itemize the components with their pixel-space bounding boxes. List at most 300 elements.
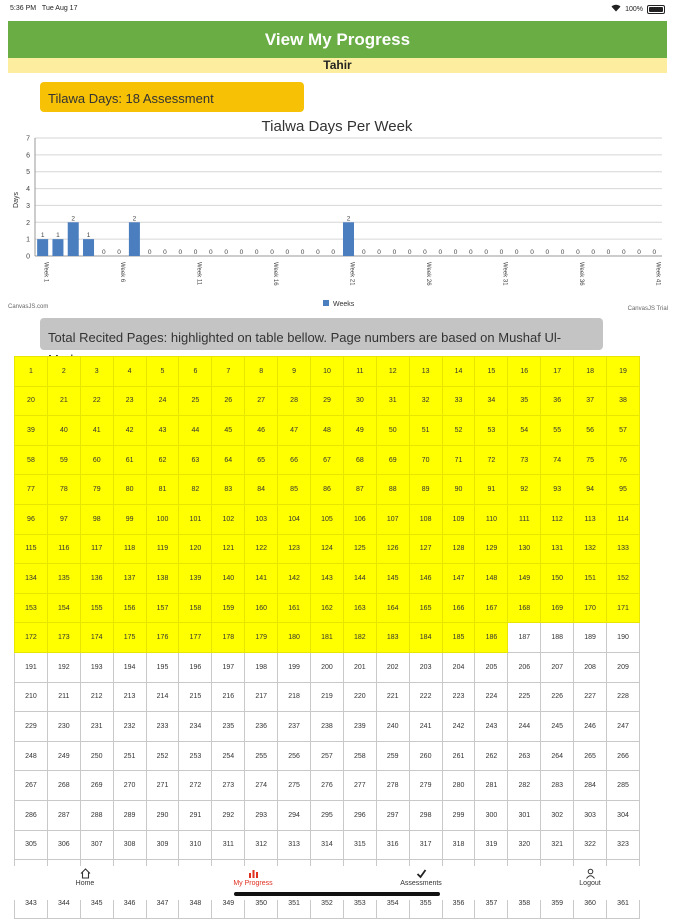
chart-bar bbox=[37, 239, 48, 256]
page-cell: 290 bbox=[146, 800, 179, 830]
status-time: 5:36 PM bbox=[10, 5, 37, 12]
page-cell: 15 bbox=[475, 357, 508, 387]
page-cell: 125 bbox=[343, 534, 376, 564]
page-cell: 92 bbox=[508, 475, 541, 505]
page-cell: 244 bbox=[508, 712, 541, 742]
chart-y-tick-label: 3 bbox=[26, 202, 30, 210]
page-cell: 250 bbox=[80, 741, 113, 771]
chart-y-tick-label: 6 bbox=[26, 152, 30, 160]
checkmark-icon bbox=[381, 868, 461, 880]
page-cell: 61 bbox=[113, 445, 146, 475]
page-cell: 310 bbox=[179, 830, 212, 860]
page-cell: 177 bbox=[179, 623, 212, 653]
chart-data-label: 0 bbox=[285, 249, 290, 256]
page-cell: 258 bbox=[343, 741, 376, 771]
page-cell: 349 bbox=[212, 889, 245, 919]
chart-credit-left: CanvasJS.com bbox=[8, 304, 49, 310]
tab-assessments[interactable] bbox=[381, 868, 461, 887]
page-cell: 11 bbox=[343, 357, 376, 387]
page-cell: 131 bbox=[541, 534, 574, 564]
page-cell: 99 bbox=[113, 504, 146, 534]
page-cell: 230 bbox=[47, 712, 80, 742]
status-time-date bbox=[10, 5, 77, 12]
page-cell: 214 bbox=[146, 682, 179, 712]
page-cell: 27 bbox=[245, 386, 278, 416]
table-row bbox=[15, 741, 640, 771]
page-cell: 215 bbox=[179, 682, 212, 712]
page-cell: 5 bbox=[146, 357, 179, 387]
page-cell: 160 bbox=[245, 593, 278, 623]
page-cell: 102 bbox=[212, 504, 245, 534]
tab-logout-label: Logout bbox=[579, 880, 601, 887]
chart-data-label: 0 bbox=[270, 249, 274, 256]
tilawa-days-chart bbox=[0, 112, 675, 317]
page-cell: 276 bbox=[311, 771, 344, 801]
page-cell: 187 bbox=[508, 623, 541, 653]
page-cell: 83 bbox=[212, 475, 245, 505]
chart-data-label: 0 bbox=[637, 249, 641, 256]
page-cell: 126 bbox=[376, 534, 409, 564]
page-cell: 112 bbox=[541, 504, 574, 534]
page-cell: 42 bbox=[113, 416, 146, 446]
page-cell: 180 bbox=[278, 623, 311, 653]
page-cell: 60 bbox=[80, 445, 113, 475]
page-cell: 35 bbox=[508, 386, 541, 416]
chart-y-tick-label: 2 bbox=[26, 219, 30, 227]
page-cell: 185 bbox=[442, 623, 475, 653]
page-cell: 53 bbox=[475, 416, 508, 446]
page-cell: 292 bbox=[212, 800, 245, 830]
page-cell: 137 bbox=[113, 564, 146, 594]
page-cell: 91 bbox=[475, 475, 508, 505]
page-cell: 312 bbox=[245, 830, 278, 860]
page-cell: 132 bbox=[574, 534, 607, 564]
chart-data-label: 0 bbox=[300, 249, 305, 256]
page-cell: 301 bbox=[508, 800, 541, 830]
page-cell: 280 bbox=[442, 771, 475, 801]
page-cell: 134 bbox=[15, 564, 48, 594]
page-cell: 311 bbox=[212, 830, 245, 860]
page-cell: 86 bbox=[311, 475, 344, 505]
page-cell: 115 bbox=[15, 534, 48, 564]
page-cell: 238 bbox=[311, 712, 344, 742]
page-cell: 254 bbox=[212, 741, 245, 771]
page-cell: 210 bbox=[15, 682, 48, 712]
page-cell: 242 bbox=[442, 712, 475, 742]
chart-data-label: 0 bbox=[514, 249, 519, 256]
page-cell: 296 bbox=[343, 800, 376, 830]
page-cell: 85 bbox=[278, 475, 311, 505]
page-cell: 163 bbox=[343, 593, 376, 623]
page-cell: 58 bbox=[15, 445, 48, 475]
chart-data-label: 0 bbox=[209, 249, 213, 256]
page-cell: 207 bbox=[541, 652, 574, 682]
page-cell: 322 bbox=[574, 830, 607, 860]
table-row bbox=[15, 800, 640, 830]
tab-home-label: Home bbox=[75, 880, 95, 887]
page-cell: 142 bbox=[278, 564, 311, 594]
page-cell: 188 bbox=[541, 623, 574, 653]
page-cell: 72 bbox=[475, 445, 508, 475]
page-cell: 28 bbox=[278, 386, 311, 416]
page-cell: 162 bbox=[311, 593, 344, 623]
chart-x-tick-label: Week 11 bbox=[195, 262, 202, 286]
page-cell: 107 bbox=[376, 504, 409, 534]
page-cell: 181 bbox=[311, 623, 344, 653]
page-cell: 113 bbox=[574, 504, 607, 534]
page-cell: 269 bbox=[80, 771, 113, 801]
chart-y-tick-label: 0 bbox=[26, 253, 30, 261]
page-cell: 38 bbox=[607, 386, 640, 416]
table-row bbox=[15, 445, 640, 475]
page-cell: 297 bbox=[376, 800, 409, 830]
page-cell: 6 bbox=[179, 357, 212, 387]
chart-bar bbox=[129, 222, 140, 256]
tab-my-progress[interactable] bbox=[213, 868, 293, 887]
page-cell: 275 bbox=[278, 771, 311, 801]
status-right bbox=[611, 4, 665, 14]
page-cell: 213 bbox=[113, 682, 146, 712]
page-cell: 315 bbox=[343, 830, 376, 860]
page-cell: 139 bbox=[179, 564, 212, 594]
page-cell: 305 bbox=[15, 830, 48, 860]
page-cell: 224 bbox=[475, 682, 508, 712]
page-cell: 203 bbox=[409, 652, 442, 682]
page-cell: 249 bbox=[47, 741, 80, 771]
page-cell: 141 bbox=[245, 564, 278, 594]
page-cell: 223 bbox=[442, 682, 475, 712]
page-cell: 37 bbox=[574, 386, 607, 416]
page-cell: 106 bbox=[343, 504, 376, 534]
page-cell: 32 bbox=[409, 386, 442, 416]
page-cell: 317 bbox=[409, 830, 442, 860]
page-cell: 273 bbox=[212, 771, 245, 801]
page-cell: 51 bbox=[409, 416, 442, 446]
page-cell: 120 bbox=[179, 534, 212, 564]
page-cell: 70 bbox=[409, 445, 442, 475]
chart-data-label: 0 bbox=[591, 249, 595, 256]
page-cell: 175 bbox=[113, 623, 146, 653]
chart-y-tick-label: 5 bbox=[26, 169, 30, 177]
page-cell: 320 bbox=[508, 830, 541, 860]
page-cell: 124 bbox=[311, 534, 344, 564]
page-cell: 193 bbox=[80, 652, 113, 682]
chart-data-label: 0 bbox=[438, 249, 443, 256]
page-cell: 154 bbox=[47, 593, 80, 623]
chart-y-tick-label: 4 bbox=[26, 186, 30, 194]
page-cell: 19 bbox=[607, 357, 640, 387]
page-cell: 252 bbox=[146, 741, 179, 771]
page-cell: 116 bbox=[47, 534, 80, 564]
page-cell: 279 bbox=[409, 771, 442, 801]
chart-data-label: 0 bbox=[621, 249, 626, 256]
page-cell: 169 bbox=[541, 593, 574, 623]
page-cell: 263 bbox=[508, 741, 541, 771]
page-cell: 348 bbox=[179, 889, 212, 919]
page-cell: 46 bbox=[245, 416, 278, 446]
page-cell: 96 bbox=[15, 504, 48, 534]
page-cell: 166 bbox=[442, 593, 475, 623]
page-cell: 286 bbox=[15, 800, 48, 830]
page-cell: 82 bbox=[179, 475, 212, 505]
page-cell: 260 bbox=[409, 741, 442, 771]
page-cell: 357 bbox=[475, 889, 508, 919]
page-cell: 17 bbox=[541, 357, 574, 387]
chart-data-label: 0 bbox=[576, 249, 580, 256]
page-cell: 226 bbox=[541, 682, 574, 712]
chart-data-label: 2 bbox=[71, 215, 76, 223]
page-cell: 128 bbox=[442, 534, 475, 564]
page-cell: 101 bbox=[179, 504, 212, 534]
page-cell: 140 bbox=[212, 564, 245, 594]
page-cell: 55 bbox=[541, 416, 574, 446]
page-cell: 352 bbox=[311, 889, 344, 919]
page-cell: 189 bbox=[574, 623, 607, 653]
page-cell: 148 bbox=[475, 564, 508, 594]
page-cell: 344 bbox=[47, 889, 80, 919]
table-row bbox=[15, 475, 640, 505]
chart-bar bbox=[68, 222, 79, 256]
chart-bars bbox=[37, 215, 656, 256]
table-row bbox=[15, 623, 640, 653]
page-cell: 18 bbox=[574, 357, 607, 387]
page-cell: 265 bbox=[574, 741, 607, 771]
page-cell: 268 bbox=[47, 771, 80, 801]
page-cell: 253 bbox=[179, 741, 212, 771]
chart-data-label: 0 bbox=[117, 249, 121, 256]
table-row bbox=[15, 564, 640, 594]
page-cell: 353 bbox=[343, 889, 376, 919]
chart-x-tick-label: Week 41 bbox=[654, 262, 661, 286]
page-cell: 198 bbox=[245, 652, 278, 682]
page-cell: 123 bbox=[278, 534, 311, 564]
table-row bbox=[15, 712, 640, 742]
page-cell: 109 bbox=[442, 504, 475, 534]
page-cell: 152 bbox=[607, 564, 640, 594]
page-cell: 195 bbox=[146, 652, 179, 682]
page-cell: 271 bbox=[146, 771, 179, 801]
page-cell: 174 bbox=[80, 623, 113, 653]
page-cell: 202 bbox=[376, 652, 409, 682]
page-cell: 100 bbox=[146, 504, 179, 534]
page-cell: 261 bbox=[442, 741, 475, 771]
page-cell: 182 bbox=[343, 623, 376, 653]
chart-data-label: 0 bbox=[560, 249, 565, 256]
page-cell: 295 bbox=[311, 800, 344, 830]
page-cell: 20 bbox=[15, 386, 48, 416]
page-cell: 79 bbox=[80, 475, 113, 505]
chart-data-label: 0 bbox=[331, 249, 336, 256]
chart-bar bbox=[343, 222, 354, 256]
home-icon bbox=[45, 868, 125, 880]
page-cell: 161 bbox=[278, 593, 311, 623]
page-cell: 288 bbox=[80, 800, 113, 830]
page-cell: 68 bbox=[343, 445, 376, 475]
page-cell: 26 bbox=[212, 386, 245, 416]
table-row bbox=[15, 357, 640, 387]
page-cell: 84 bbox=[245, 475, 278, 505]
chart-y-axis-label: Days bbox=[13, 192, 20, 208]
page-title: View My Progress bbox=[8, 21, 667, 58]
page-cell: 67 bbox=[311, 445, 344, 475]
page-cell: 54 bbox=[508, 416, 541, 446]
page-cell: 287 bbox=[47, 800, 80, 830]
page-cell: 321 bbox=[541, 830, 574, 860]
page-cell: 358 bbox=[508, 889, 541, 919]
page-cell: 356 bbox=[442, 889, 475, 919]
page-cell: 118 bbox=[113, 534, 146, 564]
page-cell: 355 bbox=[409, 889, 442, 919]
page-cell: 201 bbox=[343, 652, 376, 682]
page-cell: 22 bbox=[80, 386, 113, 416]
chart-x-tick-label: Week 21 bbox=[348, 262, 355, 286]
page-cell: 90 bbox=[442, 475, 475, 505]
page-cell: 31 bbox=[376, 386, 409, 416]
page-cell: 157 bbox=[146, 593, 179, 623]
tilawa-days-badge bbox=[40, 82, 304, 112]
chart-data-label: 1 bbox=[40, 232, 45, 240]
page-cell: 111 bbox=[508, 504, 541, 534]
chart-svg bbox=[0, 112, 675, 317]
page-cell: 191 bbox=[15, 652, 48, 682]
legend-swatch bbox=[323, 300, 329, 306]
page-cell: 50 bbox=[376, 416, 409, 446]
page-cell: 95 bbox=[607, 475, 640, 505]
page-cell: 16 bbox=[508, 357, 541, 387]
page-cell: 167 bbox=[475, 593, 508, 623]
page-cell: 24 bbox=[146, 386, 179, 416]
page-cell: 298 bbox=[409, 800, 442, 830]
page-cell: 345 bbox=[80, 889, 113, 919]
page-cell: 69 bbox=[376, 445, 409, 475]
tab-assessments-label: Assessments bbox=[400, 880, 442, 887]
page-cell: 122 bbox=[245, 534, 278, 564]
page-cell: 43 bbox=[146, 416, 179, 446]
chart-credit-right: CanvasJS Trial bbox=[627, 306, 668, 312]
legend-label: Weeks bbox=[333, 301, 355, 308]
page-cell: 251 bbox=[113, 741, 146, 771]
tab-home[interactable] bbox=[45, 868, 125, 887]
page-cell: 145 bbox=[376, 564, 409, 594]
page-cell: 13 bbox=[409, 357, 442, 387]
page-cell: 266 bbox=[607, 741, 640, 771]
table-row bbox=[15, 682, 640, 712]
page-cell: 25 bbox=[179, 386, 212, 416]
page-cell: 168 bbox=[508, 593, 541, 623]
page-cell: 29 bbox=[311, 386, 344, 416]
page-cell: 159 bbox=[212, 593, 245, 623]
page-cell: 59 bbox=[47, 445, 80, 475]
page-cell: 194 bbox=[113, 652, 146, 682]
chart-data-label: 0 bbox=[361, 249, 366, 256]
page-cell: 299 bbox=[442, 800, 475, 830]
page-cell: 76 bbox=[607, 445, 640, 475]
page-cell: 108 bbox=[409, 504, 442, 534]
battery-percentage: 100% bbox=[625, 5, 643, 13]
page-cell: 77 bbox=[15, 475, 48, 505]
page-cell: 179 bbox=[245, 623, 278, 653]
page-cell: 49 bbox=[343, 416, 376, 446]
page-cell: 196 bbox=[179, 652, 212, 682]
page-cell: 149 bbox=[508, 564, 541, 594]
chart-title: Tialwa Days Per Week bbox=[261, 118, 413, 135]
bar-chart-icon bbox=[213, 868, 293, 880]
page-cell: 319 bbox=[475, 830, 508, 860]
page-cell: 104 bbox=[278, 504, 311, 534]
page-cell: 234 bbox=[179, 712, 212, 742]
page-cell: 30 bbox=[343, 386, 376, 416]
page-cell: 209 bbox=[607, 652, 640, 682]
page-cell: 170 bbox=[574, 593, 607, 623]
page-cell: 205 bbox=[475, 652, 508, 682]
page-cell: 10 bbox=[311, 357, 344, 387]
page-cell: 57 bbox=[607, 416, 640, 446]
chart-data-label: 0 bbox=[254, 249, 259, 256]
chart-data-label: 0 bbox=[407, 249, 412, 256]
page-cell: 192 bbox=[47, 652, 80, 682]
page-cell: 155 bbox=[80, 593, 113, 623]
page-cell: 248 bbox=[15, 741, 48, 771]
page-cell: 351 bbox=[278, 889, 311, 919]
page-cell: 150 bbox=[541, 564, 574, 594]
page-cell: 74 bbox=[541, 445, 574, 475]
chart-data-label: 0 bbox=[224, 249, 228, 256]
page-cell: 103 bbox=[245, 504, 278, 534]
chart-data-label: 0 bbox=[377, 249, 381, 256]
page-cell: 291 bbox=[179, 800, 212, 830]
page-cell: 52 bbox=[442, 416, 475, 446]
page-cell: 143 bbox=[311, 564, 344, 594]
page-cell: 133 bbox=[607, 534, 640, 564]
page-cell: 87 bbox=[343, 475, 376, 505]
page-cell: 158 bbox=[179, 593, 212, 623]
page-cell: 164 bbox=[376, 593, 409, 623]
chart-data-label: 0 bbox=[147, 249, 152, 256]
tab-logout[interactable] bbox=[550, 868, 630, 887]
page-cell: 89 bbox=[409, 475, 442, 505]
page-cell: 208 bbox=[574, 652, 607, 682]
page-cell: 293 bbox=[245, 800, 278, 830]
page-cell: 218 bbox=[278, 682, 311, 712]
page-cell: 190 bbox=[607, 623, 640, 653]
page-cell: 94 bbox=[574, 475, 607, 505]
page-cell: 309 bbox=[146, 830, 179, 860]
page-cell: 199 bbox=[278, 652, 311, 682]
page-cell: 267 bbox=[15, 771, 48, 801]
page-cell: 307 bbox=[80, 830, 113, 860]
page-cell: 306 bbox=[47, 830, 80, 860]
page-cell: 117 bbox=[80, 534, 113, 564]
page-cell: 233 bbox=[146, 712, 179, 742]
page-cell: 257 bbox=[311, 741, 344, 771]
chart-data-label: 1 bbox=[56, 232, 60, 240]
chart-data-label: 0 bbox=[499, 249, 504, 256]
page-cell: 81 bbox=[146, 475, 179, 505]
page-cell: 323 bbox=[607, 830, 640, 860]
page-cell: 138 bbox=[146, 564, 179, 594]
page-cell: 186 bbox=[475, 623, 508, 653]
page-cell: 272 bbox=[179, 771, 212, 801]
page-cell: 176 bbox=[146, 623, 179, 653]
page-cell: 302 bbox=[541, 800, 574, 830]
page-cell: 3 bbox=[80, 357, 113, 387]
chart-x-tick-label: Week 26 bbox=[424, 262, 431, 286]
tilawa-days-label: Tilawa Days: 18 Assessment bbox=[48, 91, 214, 106]
chart-data-label: 0 bbox=[530, 249, 534, 256]
page-cell: 146 bbox=[409, 564, 442, 594]
chart-data-label: 0 bbox=[484, 249, 488, 256]
page-cell: 184 bbox=[409, 623, 442, 653]
